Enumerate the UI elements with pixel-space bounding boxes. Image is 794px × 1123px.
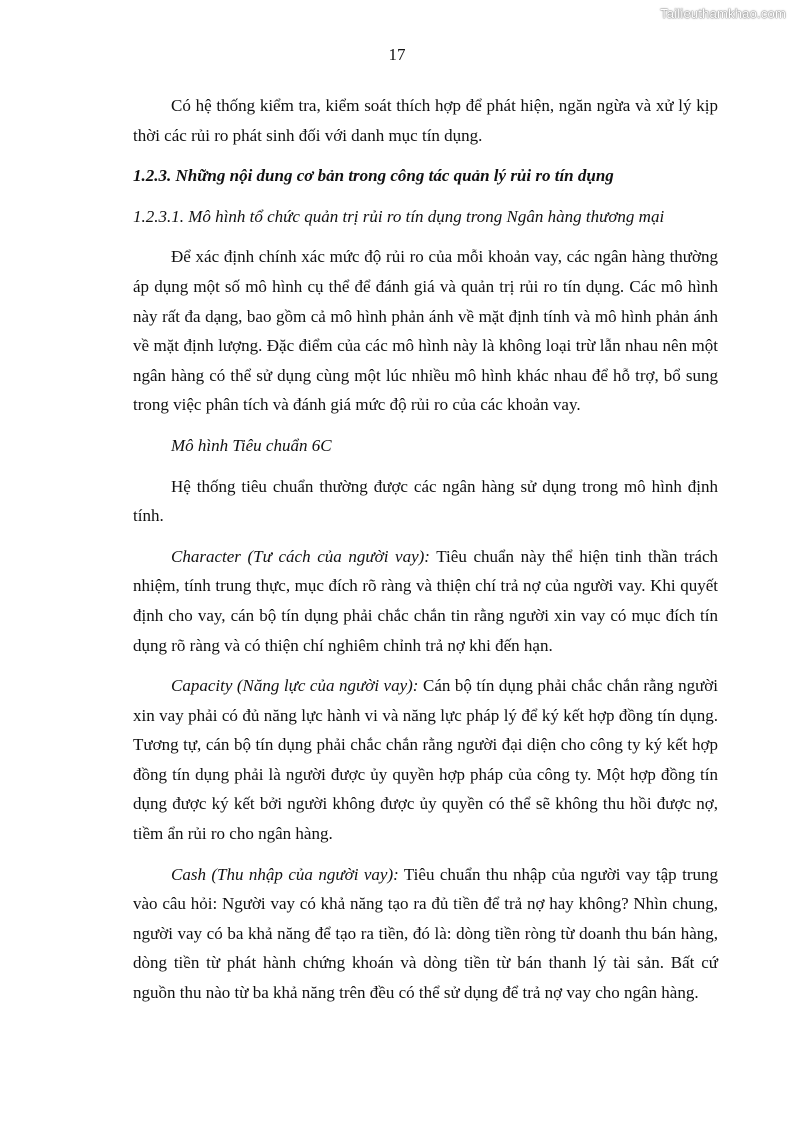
character-text: Tiêu chuẩn này thể hiện tinh thần trách nhiệm, tính trung thực, mục đích rõ ràng và thiện chí trả nợ của người vay. Khi quyết định cho vay, cán bộ tín dụng phải chắc chắn tin rằng người xin vay có mục đích tín dụng rõ ràng và có thiện chí nghiêm chỉnh trả nợ khi đến hạn. bbox=[133, 546, 718, 655]
paragraph-character bbox=[133, 542, 718, 660]
cash-lead: Cash (Thu nhập của người vay): bbox=[171, 864, 399, 884]
paragraph-capacity bbox=[133, 671, 718, 849]
capacity-text: Cán bộ tín dụng phải chắc chắn rằng người xin vay phải có đủ năng lực hành vi và năng lực pháp lý để ký kết hợp đồng tín dụng. Tương tự, cán bộ tín dụng phải chắc chắn rằng người đại diện cho công ty ký kết hợp đồng tín dụng phải là người được ủy quyền hợp pháp của công ty. Một hợp đồng tín dụng được ký kết bởi người không được ủy quyền có thể sẽ không thu hồi được nợ, tiềm ẩn rủi ro cho ngân hàng. bbox=[133, 676, 718, 844]
paragraph-cash bbox=[133, 860, 718, 1008]
paragraph-models-intro: Để xác định chính xác mức độ rủi ro của mỗi khoản vay, các ngân hàng thường áp dụng một số mô hình cụ thể để đánh giá và quản trị rủi ro tín dụng. Các mô hình này rất đa dạng, bao gồm cả mô hình phản ánh về mặt định tính và mô hình phản ánh về mặt định lượng. Đặc điểm của các mô hình này là không loại trừ lẫn nhau nên một ngân hàng có thể sử dụng cùng một lúc nhiều mô hình khác nhau để hỗ trợ, bổ sung trong việc phân tích và đánh giá mức độ rủi ro của các khoản vay. bbox=[133, 247, 718, 415]
subsection-heading-1-2-3-1: 1.2.3.1. Mô hình tổ chức quản trị rủi ro tín dụng trong Ngân hàng thương mại bbox=[133, 206, 665, 226]
capacity-lead: Capacity (Năng lực của người vay): bbox=[171, 676, 419, 696]
page-number: 17 bbox=[388, 45, 406, 64]
paragraph-criteria-system: Hệ thống tiêu chuẩn thường được các ngân hàng sử dụng trong mô hình định tính. bbox=[133, 476, 718, 526]
model-title-6c: Mô hình Tiêu chuẩn 6C bbox=[171, 435, 332, 455]
document-body bbox=[133, 91, 718, 1019]
section-heading-1-2-3: 1.2.3. Những nội dung cơ bản trong công tác quản lý rủi ro tín dụng bbox=[133, 166, 614, 186]
character-lead: Character (Tư cách của người vay): bbox=[171, 546, 430, 566]
paragraph-risk-control: Có hệ thống kiểm tra, kiểm soát thích hợp để phát hiện, ngăn ngừa và xử lý kịp thời các rủi ro phát sinh đối với danh mục tín dụng. bbox=[133, 96, 718, 145]
cash-text: Tiêu chuẩn thu nhập của người vay tập trung vào câu hỏi: Người vay có khả năng tạo ra đủ tiền để trả nợ hay không? Nhìn chung, người vay có ba khả năng để tạo ra tiền, đó là: dòng tiền ròng từ doanh thu bán hàng, dòng tiền từ phát hành chứng khoán và dòng tiền từ bán thanh lý tài sản. Bất cứ nguồn thu nào từ ba khả năng trên đều có thể sử dụng để trả nợ vay cho ngân hàng. bbox=[133, 864, 718, 1003]
watermark-text: Tailieuthamkhao.com bbox=[660, 6, 786, 21]
